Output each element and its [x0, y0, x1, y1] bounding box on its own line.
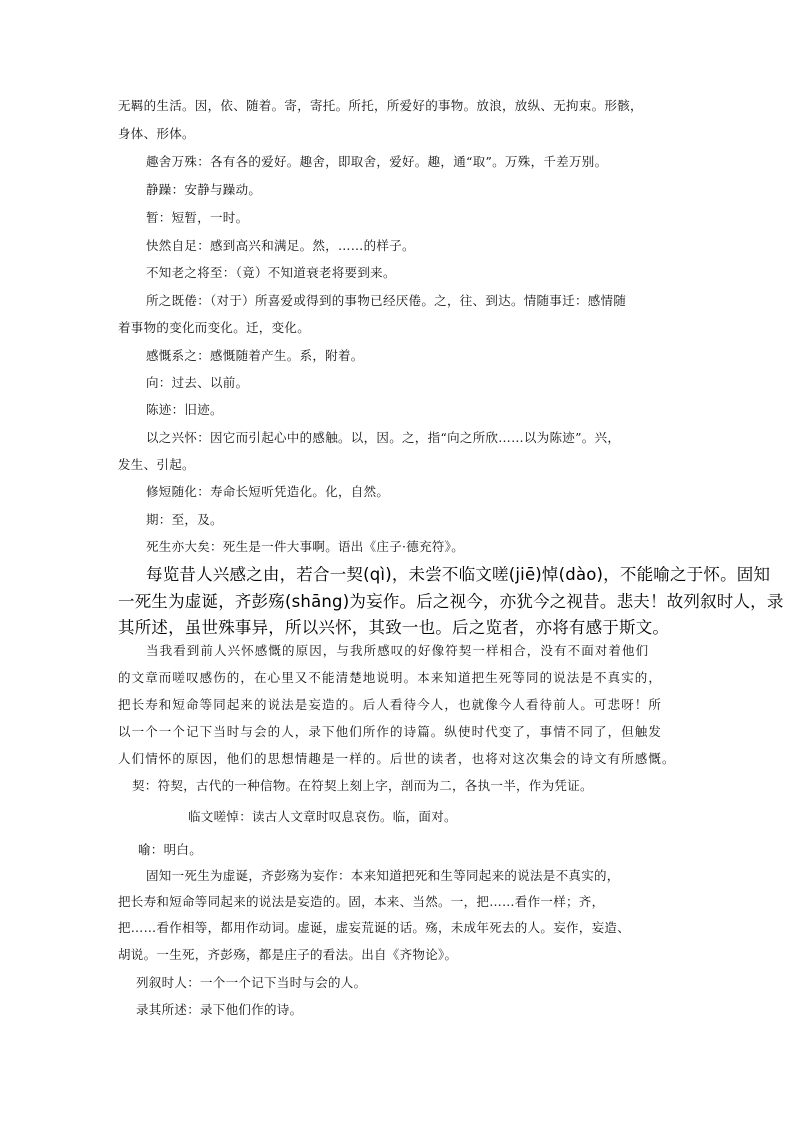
annotation-line: 趣舍万殊：各有各的爱好。趣舍，即取舍，爱好。趣，通“取”。万殊，千差万别。 — [146, 154, 608, 169]
annotation-line: 列叙时人：一个一个记下当时与会的人。 — [136, 975, 367, 990]
annotation-line: 临文嗟悼：读古人文章时叹息哀伤。临，面对。 — [188, 809, 457, 824]
translation-line: 以一个一个记下当时与会的人，录下他们所作的诗篇。纵使时代变了，事情不同了，但触发 — [118, 724, 663, 739]
annotation-line: 胡说。一生死，齐彭殇，都是庄子的看法。出自《齐物论》。 — [118, 947, 458, 962]
translation-line: 的文章而嗟叹感伤的，在心里又不能清楚地说明。本来知道把生死等同的说法是不真实的， — [118, 670, 663, 685]
translation-line: 把长寿和短命等同起来的说法是妄造的。后人看待今人，也就像今人看待前人。可悲呀！所 — [118, 697, 663, 712]
annotation-line: 不知老之将至：（竟）不知道衰老将要到来。 — [146, 265, 396, 280]
original-text-line: 其所述，虽世殊事异，所以兴怀，其致一也。后之览者，亦将有感于斯文。 — [118, 618, 670, 637]
translation-line: 人们情怀的原因，他们的思想情趣是一样的。后世的读者，也将对这次集会的诗文有所感慨。 — [118, 751, 676, 766]
annotation-line: 死生亦大矣：死生是一件大事啊。语出《庄子·德充符》。 — [146, 539, 465, 554]
annotation-line: 契：符契，古代的一种信物。在符契上刻上字，剖而为二，各执一半，作为凭证。 — [132, 778, 593, 793]
annotation-line: 向：过去、以前。 — [146, 375, 249, 390]
annotation-line: 把长寿和短命等同起来的说法是妄造的。固，本来、当然。一，把……看作一样；齐， — [118, 894, 605, 909]
annotation-line: 无羁的生活。因，依、随着。寄，寄托。所托，所爱好的事物。放浪，放纵、无拘束。形骸， — [118, 98, 643, 113]
annotation-line: 录其所述：录下他们作的诗。 — [136, 1002, 303, 1017]
annotation-line: 快然自足：感到高兴和满足。然，……的样子。 — [146, 238, 415, 253]
annotation-line: 修短随化：寿命长短听凭造化。化，自然。 — [146, 484, 390, 499]
annotation-line: 发生、引起。 — [118, 457, 195, 472]
annotation-line: 暂：短暂，一时。 — [146, 210, 249, 225]
annotation-line: 感慨系之：感慨随着产生。系，附着。 — [146, 348, 364, 363]
annotation-line: 身体、形体。 — [118, 126, 195, 141]
annotation-line: 固知一死生为虚诞，齐彭殇为妄作：本来知道把死和生等同起来的说法是不真实的， — [146, 868, 620, 883]
annotation-line: 陈迹：旧迹。 — [146, 402, 223, 417]
annotation-line: 期：至，及。 — [146, 512, 223, 527]
annotation-line: 所之既倦：（对于）所喜爱或得到的事物已经厌倦。之，往、到达。情随事迁：感情随 — [146, 293, 627, 308]
annotation-line: 喻：明白。 — [138, 842, 203, 857]
annotation-line: 静躁：安静与躁动。 — [146, 182, 262, 197]
annotation-line: 以之兴怀：因它而引起心中的感触。以，因。之，指“向之所欣……以为陈迹”。兴， — [146, 430, 621, 445]
annotation-line: 着事物的变化而变化。迁，变化。 — [118, 320, 311, 335]
original-text-line: 一死生为虚诞，齐彭殇(shāng)为妄作。后之视今，亦犹今之视昔。悲夫！故列叙时人，录 — [118, 592, 784, 611]
annotation-line: 把……看作相等，都用作动词。虚诞，虚妄荒诞的话。殇，未成年死去的人。妄作，妄造、 — [118, 920, 631, 935]
original-text-line: 每览昔人兴感之由，若合一契(qì)，未尝不临文嗟(jiē)悼(dào)，不能喻之于怀。固知 — [146, 565, 771, 584]
translation-line: 当我看到前人兴怀感慨的原因，与我所感叹的好像符契一样相合，没有不面对着他们 — [146, 643, 650, 658]
